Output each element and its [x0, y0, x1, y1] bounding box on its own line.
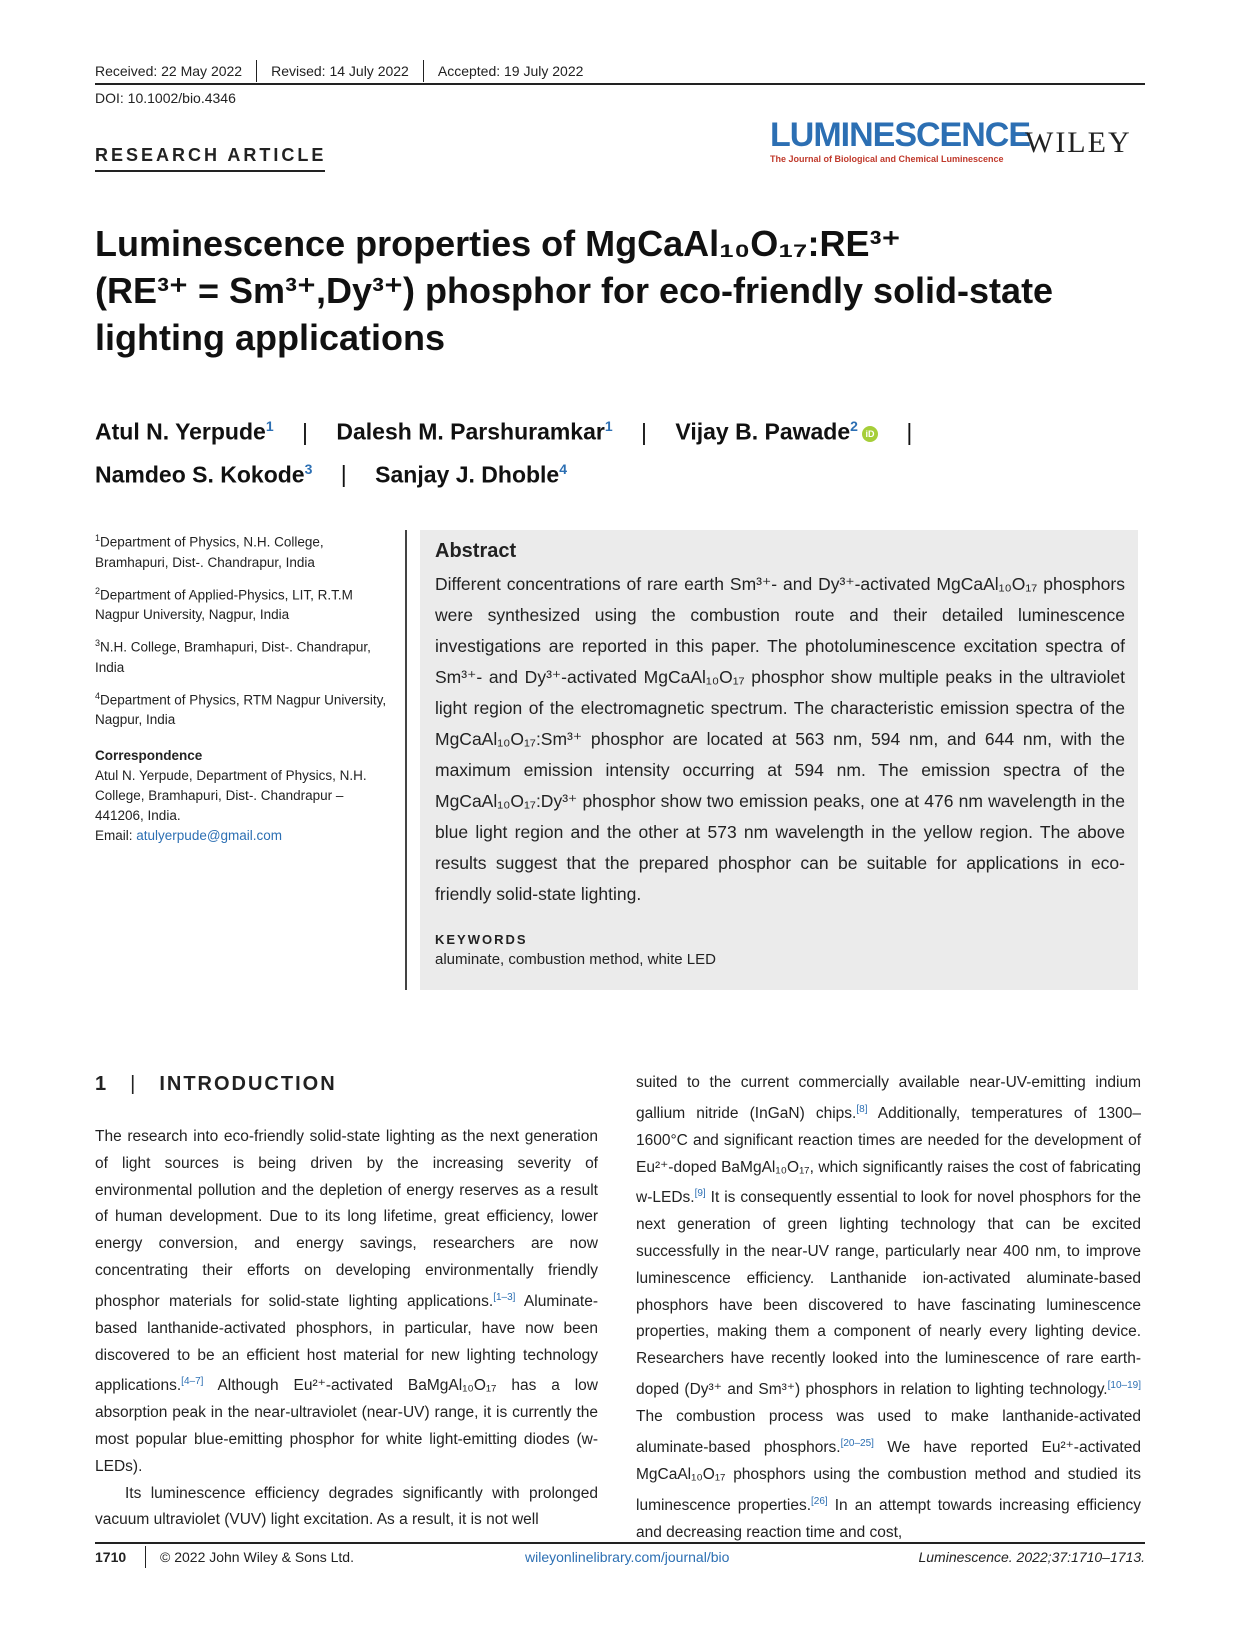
body-paragraph: Its luminescence efficiency degrades significantly with prolonged vacuum ultraviolet (VUV) light excitation. As a result, it is not well: [95, 1484, 598, 1529]
author-affiliation-ref[interactable]: 1: [265, 418, 274, 434]
author-name[interactable]: Atul N. Yerpude: [95, 418, 266, 445]
date-separator: [256, 60, 257, 82]
body-text: The combustion process was used to make lanthanide-activated aluminate-based phosphors.: [636, 1408, 1141, 1456]
body-text: It is consequently essential to look for novel phosphors for the next generation of green lighting technology that can be excited successfully in the near-UV range, particularly near 400 nm, to improve luminescence efficiency. Lanthanide ion-activated aluminate-based phosphors have been discovered to have fascinating luminescence properties, making them a component of nearly every lighting device. Researchers have recently looked into the luminescence of rare earth-doped (Dy³⁺ and Sm³⁺) phosphors in relation to lighting technology.: [636, 1189, 1141, 1399]
citation-link[interactable]: [4–7]: [181, 1376, 204, 1388]
affiliation-text: Department of Applied-Physics, LIT, R.T.M Nagpur University, Nagpur, India: [95, 587, 353, 622]
affiliation-number: 2: [95, 585, 101, 596]
correspondence-heading: Correspondence: [95, 748, 203, 763]
article-type: RESEARCH ARTICLE: [95, 145, 327, 165]
journal-subtitle: The Journal of Biological and Chemical Luminescence: [770, 154, 1004, 164]
footer-separator: [145, 1546, 146, 1568]
affiliation: [95, 581, 395, 626]
section-separator: |: [130, 1073, 138, 1095]
revised-date: Revised: 14 July 2022: [271, 63, 409, 79]
email-label: Email:: [95, 828, 133, 843]
author-separator: |: [641, 418, 648, 445]
journal-logo[interactable]: [770, 118, 1030, 164]
abstract-heading: Abstract: [435, 540, 517, 562]
keywords-text: aluminate, combustion method, white LED: [435, 951, 716, 968]
affiliation-number: 4: [95, 690, 101, 701]
affiliations: [95, 528, 395, 846]
email-link[interactable]: atulyerpude@gmail.com: [136, 828, 283, 843]
body-paragraph: [95, 1124, 598, 1481]
correspondence-text: Atul N. Yerpude, Department of Physics, N.H. College, Bramhapuri, Dist-. Chandrapur – 441206, India.: [95, 768, 367, 823]
author-affiliation-ref[interactable]: 4: [559, 460, 568, 477]
header-rule: [95, 83, 1145, 85]
author-name[interactable]: Vijay B. Pawade: [675, 418, 851, 445]
article-dates: [95, 60, 583, 82]
author-row: [95, 408, 1145, 451]
citation-link[interactable]: [8]: [856, 1103, 868, 1115]
title-line: Luminescence properties of MgCaAl₁₀O₁₇:RE³⁺: [95, 223, 901, 264]
article-title: [95, 220, 1145, 361]
date-separator: [423, 60, 424, 82]
body-text: In an attempt towards increasing efficiency and decreasing reaction time and cost,: [636, 1496, 1141, 1541]
section-heading: [95, 1073, 337, 1096]
footer-rule: [95, 1542, 1145, 1544]
accepted-date: Accepted: 19 July 2022: [437, 63, 584, 79]
citation-link[interactable]: [1–3]: [493, 1291, 516, 1303]
article-type-underline: [95, 170, 325, 172]
journal-name: LUMINESCENCE: [770, 116, 1031, 154]
body-column-left: [95, 1124, 598, 1534]
title-line: lighting applications: [95, 317, 445, 358]
doi[interactable]: DOI: 10.1002/bio.4346: [95, 90, 236, 106]
citation-link[interactable]: [10–19]: [1107, 1380, 1141, 1392]
body-text: Aluminate-based lanthanide-activated phosphors, in particular, have now been discovered to be an efficient host material for new lighting technology applications.: [95, 1292, 598, 1395]
affiliation-text: Department of Physics, RTM Nagpur University, Nagpur, India: [95, 692, 387, 727]
body-text: Additionally, temperatures of 1300–1600°C and significant reaction times are needed for the development of Eu²⁺-doped BaMgAl₁₀O₁₇, which significantly raises the cost of fabricating w-LEDs.: [636, 1104, 1141, 1207]
abstract-side-bar: [405, 530, 407, 990]
author-name[interactable]: Sanjay J. Dhoble: [375, 461, 560, 488]
title-line: (RE³⁺ = Sm³⁺,Dy³⁺) phosphor for eco-friendly solid-state: [95, 270, 1054, 311]
received-date: Received: 22 May 2022: [95, 63, 243, 79]
affiliation-number: 1: [95, 533, 101, 543]
copyright: © 2022 John Wiley & Sons Ltd.: [160, 1549, 354, 1565]
section-title: INTRODUCTION: [159, 1073, 337, 1095]
body-paragraph: [636, 1070, 1141, 1546]
section-number: 1: [95, 1073, 109, 1095]
journal-url-link[interactable]: wileyonlinelibrary.com/journal/bio: [525, 1549, 730, 1565]
author-affiliation-ref[interactable]: 1: [604, 418, 613, 434]
page-number: 1710: [95, 1549, 127, 1565]
affiliation: [95, 686, 395, 731]
body-column-right: [636, 1070, 1141, 1546]
author-name[interactable]: Dalesh M. Parshuramkar: [336, 418, 605, 445]
abstract-text: Different concentrations of rare earth Sm³⁺- and Dy³⁺-activated MgCaAl₁₀O₁₇ phosphors were synthesized using the combustion route and their detailed luminescence investigations are reported in this paper. The photoluminescence excitation spectra of Sm³⁺- and Dy³⁺-activated MgCaAl₁₀O₁₇ phosphor show multiple peaks in the ultraviolet light region of the electromagnetic spectrum. The characteristic emission spectra of the MgCaAl₁₀O₁₇:Sm³⁺ phosphor are located at 563 nm, 594 nm, and 644 nm, with the maximum emission intensity occurring at 594 nm. The emission spectra of the MgCaAl₁₀O₁₇:Dy³⁺ phosphor show two emission peaks, one at 476 nm wavelength in the blue light region and the other at 573 nm wavelength in the yellow region. The above results suggest that the prepared phosphor can be suitable for applications in eco-friendly solid-state lighting.: [435, 574, 1125, 904]
affiliation-text: N.H. College, Bramhapuri, Dist-. Chandrapur, India: [95, 639, 371, 675]
correspondence-email-line: [95, 826, 395, 846]
publisher-logo[interactable]: WILEY: [1025, 126, 1132, 159]
citation: Luminescence. 2022;37:1710–1713.: [918, 1549, 1145, 1565]
affiliation-number: 3: [95, 638, 101, 648]
author-separator: |: [906, 418, 913, 445]
orcid-icon[interactable]: iD: [862, 426, 878, 442]
body-text: Although Eu²⁺-activated BaMgAl₁₀O₁₇ has a low absorption peak in the near-ultraviolet (near-UV) range, it is currently the most popular blue-emitting phosphor for white light-emitting diodes (w-LEDs).: [95, 1377, 598, 1475]
affiliation-text: Department of Physics, N.H. College, Bramhapuri, Dist-. Chandrapur, India: [95, 534, 324, 570]
abstract-content: [435, 540, 1125, 968]
body-text: suited to the current commercially available near-UV-emitting indium gallium nitride (InGaN) chips.: [636, 1074, 1141, 1122]
author-separator: |: [302, 418, 308, 445]
author-affiliation-ref[interactable]: 3: [304, 460, 313, 477]
body-text: The research into eco-friendly solid-state lighting as the next generation of light sources is being driven by the increasing severity of environmental pollution and the depletion of energy reserves as a result of human development. Due to its long lifetime, great efficiency, lower energy conversion, and energy savings, researchers are now concentrating their efforts on developing environmentally friendly phosphor materials for solid-state lighting applications.: [95, 1128, 598, 1310]
affiliation: [95, 528, 395, 573]
affiliation: [95, 633, 395, 678]
citation-link[interactable]: [20–25]: [840, 1437, 874, 1449]
citation-link[interactable]: [9]: [694, 1188, 706, 1200]
keywords-heading: KEYWORDS: [435, 932, 528, 947]
author-separator: |: [340, 461, 347, 488]
body-text: We have reported Eu²⁺-activated MgCaAl₁₀O₁₇ phosphors using the combustion method and studied its luminescence properties.: [636, 1438, 1141, 1514]
author-name[interactable]: Namdeo S. Kokode: [95, 461, 305, 488]
citation-link[interactable]: [26]: [811, 1495, 828, 1507]
author-list: [95, 408, 1145, 493]
author-row: [95, 451, 1145, 494]
author-affiliation-ref[interactable]: 2: [850, 418, 858, 434]
